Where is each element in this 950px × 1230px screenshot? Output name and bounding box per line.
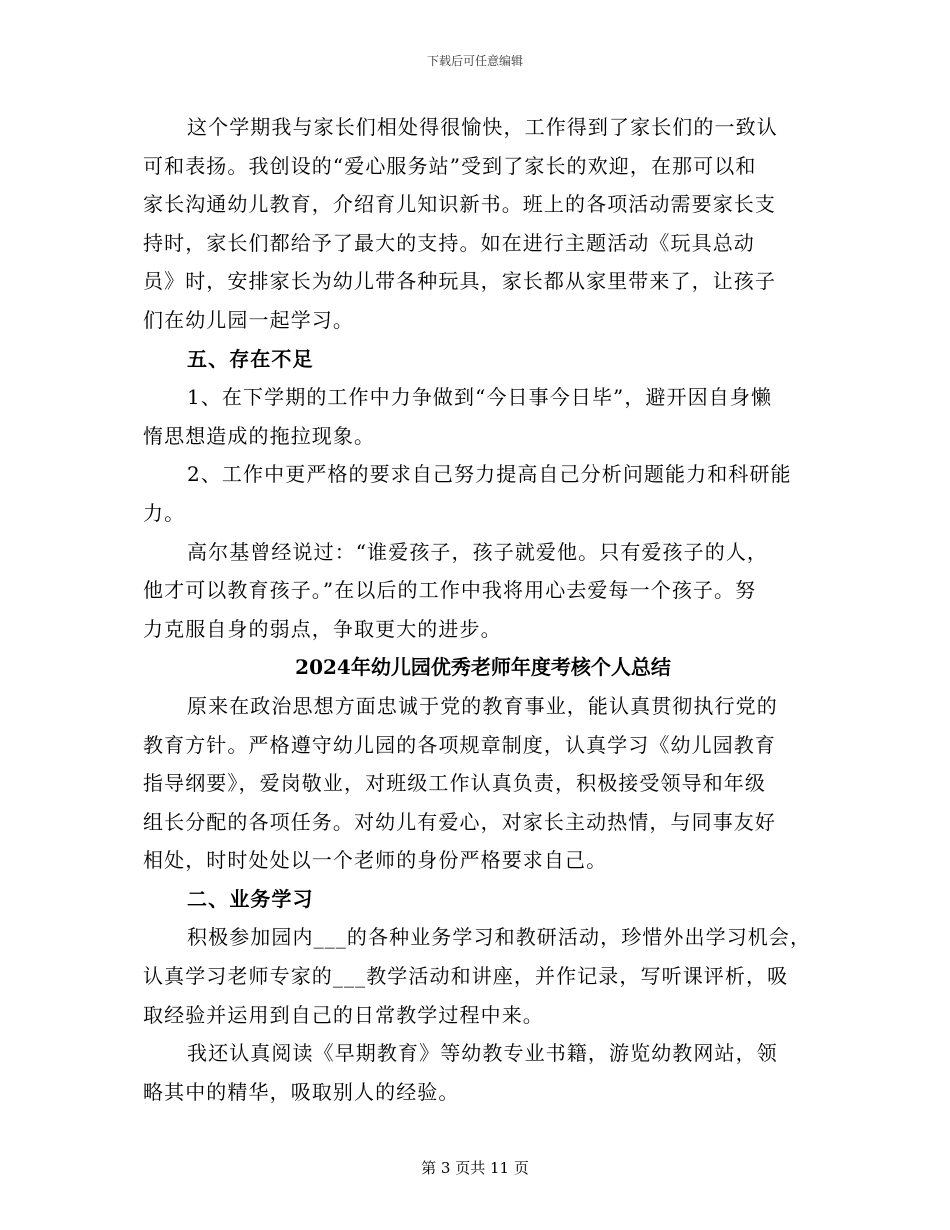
text-line: 组长分配的各项任务。对幼儿有爱心，对家长主动热情，与同事友好 [143,809,776,834]
text-line: 教育方针。严格遵守幼儿园的各项规章制度，认真学习《幼儿园教育 [143,732,776,757]
text-line: 持时，家长们都给予了最大的支持。如在进行主题活动《玩具总动 [143,230,755,255]
text-line: 1、在下学期的工作中力争做到“今日事今日毕”，避开因自身懒 [187,385,773,410]
section-heading: 五、存在不足 [187,346,314,371]
text-line: 取经验并运用到自己的日常教学过程中来。 [143,1002,544,1027]
text-line: 惰思想造成的拖拉现象。 [143,423,376,448]
text-line: 家长沟通幼儿教育，介绍育儿知识新书。班上的各项活动需要家长支 [143,192,776,217]
page-header: 下载后可任意编辑 [426,54,523,68]
text-line: 这个学期我与家长们相处得很愉快，工作得到了家长们的一致认 [187,115,778,139]
text-line: 员》时，安排家长为幼儿带各种玩具，家长都从家里带来了，让孩子 [143,269,776,294]
document-body [143,108,823,1111]
page-footer: 第 3 页共 11 页 [421,1159,529,1177]
text-line: 2、工作中更严格的要求自己努力提高自己分析问题能力和科研能 [187,462,792,487]
text-line: 指导纲要》，爱岗敬业，对班级工作认真负责，积极接受领导和年级 [143,771,766,796]
section-heading: 二、业务学习 [187,886,314,911]
text-line: 我还认真阅读《早期教育》等幼教专业书籍，游览幼教网站，领 [187,1041,778,1066]
text-line: 力克服自身的弱点，争取更大的进步。 [143,616,502,641]
text-line: 相处，时时处处以一个老师的身份严格要求自己。 [143,848,608,873]
text-line: 略其中的精华，吸取别人的经验。 [143,1079,460,1104]
section-title: 2024年幼儿园优秀老师年度考核个人总结 [295,655,671,680]
text-line: 认真学习老师专家的___教学活动和讲座，并作记录，写听课评析，吸 [143,964,789,989]
text-line: 可和表扬。我创设的“爱心服务站”受到了家长的欢迎，在那可以和 [143,153,757,178]
text-line: 他才可以教育孩子。”在以后的工作中我将用心去爱每一个孩子。努 [143,578,757,603]
text-line: 力。 [143,500,186,525]
text-line: 高尔基曾经说过：“谁爱孩子，孩子就爱他。只有爱孩子的人， [187,539,769,564]
text-line: 原来在政治思想方面忠诚于党的教育事业，能认真贯彻执行党的 [187,693,778,718]
text-line: 积极参加园内___的各种业务学习和教研活动，珍惜外出学习机会， [187,925,812,950]
text-line: 们在幼儿园一起学习。 [143,307,354,332]
